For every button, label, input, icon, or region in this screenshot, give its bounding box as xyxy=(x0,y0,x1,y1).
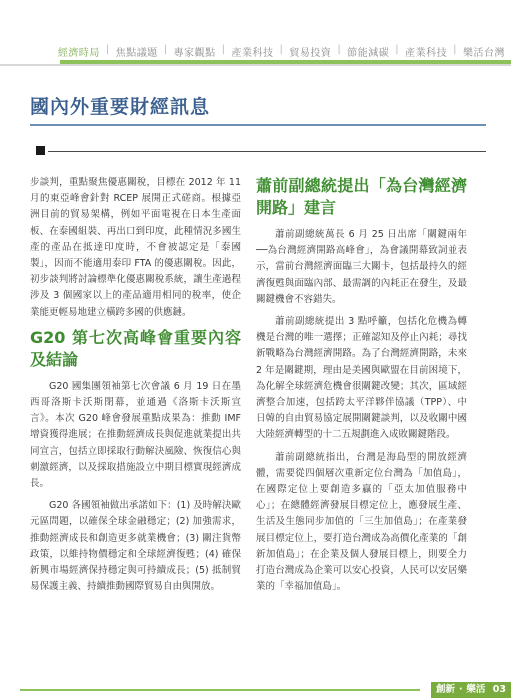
nav-item-industry[interactable]: 產業科技 xyxy=(231,48,274,59)
nav-separator: | xyxy=(279,44,284,55)
right-paragraph-2: 蕭前副總統提出 3 點呼籲，包括化危機為轉機是台灣的唯一選擇；正確認知及停止內耗；尋找新戰略為台灣經濟開路。為了台灣經濟開路，未來 2 年是關鍵期，理由是美國與歐盟在目前困境下，為化解全球經濟危機會很關鍵改變；其次，區域經濟整合加速，包括跨太平洋夥伴協議（TPP）、中日韓的自由貿易協定展開關鍵談判，以及收關中國大陸經濟轉型的十二五規劃進入成敗關鍵階段。 xyxy=(256,316,467,441)
header-gray-rule xyxy=(0,64,511,66)
right-column xyxy=(256,175,467,601)
left-paragraph-3: G20 各國領袖做出承諾如下：(1) 及時解決歐元區問題，以確保全球金融穩定；(2) 加強需求，推動經濟成長和創造更多就業機會；(3) 關注貨幣政策，以維持物價穩定和全球經濟復甦；(4) 確保新興市場經濟保持穩定與可持續成長；(5) 抵制貿易保護主義、持續推動國際貿易自由與開放。 xyxy=(30,500,241,593)
nav-item-lohas[interactable]: 樂活台灣 xyxy=(463,48,505,59)
footer-label-left: 創新 xyxy=(436,684,456,695)
left-column xyxy=(30,175,241,601)
nav-item-focus[interactable]: 焦點議題 xyxy=(115,48,158,59)
left-paragraph-1: 步談判，重點聚焦優惠關稅，目標在 2012 年 11 月的東亞峰會針對 RCEP 展開正式磋商。根據亞洲目前的貿易架構，例如平面電視在日本生產面板、在泰國組裝、再出口到印度，此種情況多國生產的產品在抵達印度時，不會被認定是「泰國製」，因而不能適用泰印 FTA 的優惠關稅。因此，初步談判將討論標準化優惠關稅系統，讓生產過程涉及 3 個國家以上的產品適用相同的稅率，使企業能更輕易地建立橫跨多國的供應鏈。 xyxy=(30,177,241,318)
footer-page-tab xyxy=(431,682,511,698)
nav-item-trade[interactable]: 貿易投資 xyxy=(289,48,332,59)
right-paragraph-3: 蕭前副總統指出，台灣是海島型的開放經濟體，需要從四個層次重新定位台灣為「加值島」，在國際定位上要創造多贏的「亞太加值服務中心」；在總體經濟發展目標定位上，應發展生產、生活及生態同步加值的「三生加值島」；在產業發展目標定位上，要打造台灣成為高價化產業的「創新加值島」；在企業及個人發展目標上，則要全力打造台灣成為企業可以安心投資，人民可以安居樂業的「幸福加值島」。 xyxy=(256,451,467,593)
nav-separator: | xyxy=(105,44,110,55)
footer-label-right: 樂活 xyxy=(466,684,486,695)
section-square-marker xyxy=(36,146,45,155)
title-rule xyxy=(30,124,486,126)
nav-separator: | xyxy=(453,44,457,55)
right-paragraph-1: 蕭前副總統萬長 6 月 25 日出席「關鍵兩年──為台灣經濟開路高峰會」，為會議開幕致詞並表示，當前台灣經濟面臨三大關卡，包括最持久的經濟復甦與面臨內部、最需調的內耗正在發生，及最關鍵機會不容錯失。 xyxy=(256,229,467,305)
left-paragraph-2: G20 國集團領袖第七次會議 6 月 19 日在墨西哥洛斯卡沃斯閉幕，並通過《洛斯卡沃斯宣言》。本次 G20 峰會發展重點成果為：推動 IMF 增資獲得進展；在推動經濟成長與促進就業提出共同宣言，包括立即採取行動解決風險、恢復信心與刺激經濟，以及採取措施設立中期目標實現經濟成長。 xyxy=(30,380,241,490)
page-title: 國內外重要財經訊息 xyxy=(30,96,211,118)
section-divider xyxy=(48,151,486,152)
footer xyxy=(0,680,511,700)
nav-separator: | xyxy=(337,44,342,55)
nav-separator: | xyxy=(395,44,400,55)
footer-dot: ‧ xyxy=(459,684,463,695)
vp-heading: 蕭前副總統提出「為台灣經濟開路」建言 xyxy=(256,176,467,217)
nav-item-economy[interactable]: 經濟時局 xyxy=(57,48,100,59)
nav-separator: | xyxy=(221,44,226,55)
nav-separator: | xyxy=(163,44,168,55)
nav-item-industry-2[interactable]: 產業科技 xyxy=(405,48,448,59)
nav-item-expert[interactable]: 專家觀點 xyxy=(173,48,216,59)
footer-rule xyxy=(20,689,420,691)
page-number: 03 xyxy=(492,684,506,695)
nav-item-energy[interactable]: 節能減碳 xyxy=(347,48,390,59)
g20-heading: G20 第七次高峰會重要內容及結論 xyxy=(30,327,241,369)
